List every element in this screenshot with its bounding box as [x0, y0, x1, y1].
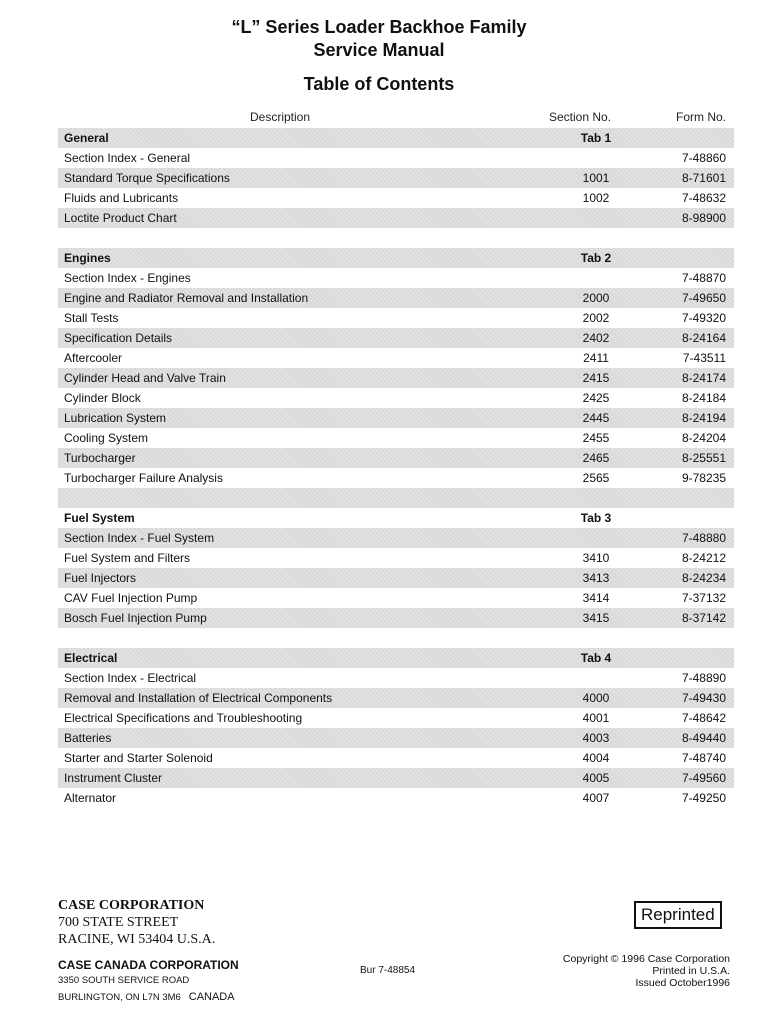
- section-number: 1002: [582, 191, 610, 205]
- form-number: 8-37142: [681, 611, 726, 625]
- table-row: [58, 188, 734, 208]
- copyright-block: [563, 953, 730, 989]
- item-description: Cylinder Head and Valve Train: [64, 371, 226, 385]
- form-number: 7-48870: [681, 271, 726, 285]
- table-row: [58, 528, 734, 548]
- table-row: [58, 468, 734, 488]
- item-description: Engine and Radiator Removal and Installation: [64, 291, 309, 305]
- section-number: 2425: [582, 391, 610, 405]
- item-description: Electrical Specifications and Troubleshooting: [64, 711, 303, 725]
- form-number: 8-71601: [681, 171, 726, 185]
- section-number: 2415: [582, 371, 610, 385]
- item-description: Removal and Installation of Electrical Components: [64, 691, 333, 705]
- table-row: [58, 728, 734, 748]
- item-description: Cylinder Block: [64, 391, 141, 405]
- form-number: 8-24204: [681, 431, 726, 445]
- table-row: [58, 408, 734, 428]
- form-number: 8-49440: [681, 731, 726, 745]
- table-row: [58, 708, 734, 728]
- issued-date: Issued October1996: [635, 977, 730, 989]
- section-number: 3410: [582, 551, 610, 565]
- form-number: 7-48890: [681, 671, 726, 685]
- company-name: CASE CORPORATION: [58, 898, 205, 913]
- item-description: Cooling System: [64, 431, 149, 445]
- item-description: Lubrication System: [64, 411, 167, 425]
- section-spacer: [58, 488, 734, 508]
- form-number: 7-49650: [681, 291, 726, 305]
- item-description: Section Index - Fuel System: [64, 531, 215, 545]
- section-number: 4003: [582, 731, 610, 745]
- section-heading-row: [58, 128, 734, 148]
- item-description: Batteries: [64, 731, 112, 745]
- form-number: 7-37132: [681, 591, 726, 605]
- table-row: [58, 448, 734, 468]
- form-number: 8-24164: [681, 331, 726, 345]
- section-number: 2445: [582, 411, 610, 425]
- form-number: 7-48880: [681, 531, 726, 545]
- section-number: 4007: [582, 791, 610, 805]
- column-header-section: Section No.: [549, 110, 612, 124]
- printed-in-text: Printed in U.S.A.: [652, 965, 730, 977]
- section-number: 1001: [582, 171, 610, 185]
- item-description: CAV Fuel Injection Pump: [64, 591, 198, 605]
- form-number: 8-24184: [681, 391, 726, 405]
- manual-title: “L” Series Loader Backhoe Family: [231, 17, 527, 37]
- tab-number: Tab 2: [580, 251, 612, 265]
- table-row: [58, 788, 734, 808]
- form-number: 8-25551: [681, 451, 726, 465]
- tab-number: Tab 4: [580, 651, 612, 665]
- table-row: [58, 568, 734, 588]
- table-row: [58, 668, 734, 688]
- section-number: 4001: [582, 711, 610, 725]
- form-number: 8-24194: [681, 411, 726, 425]
- section-spacer: [58, 628, 734, 648]
- table-row: [58, 288, 734, 308]
- section-heading: General: [64, 131, 109, 145]
- section-number: 4004: [582, 751, 610, 765]
- table-row: [58, 588, 734, 608]
- table-row: [58, 168, 734, 188]
- column-header-form: Form No.: [676, 110, 727, 124]
- item-description: Loctite Product Chart: [64, 211, 177, 225]
- company-name: CASE CANADA CORPORATION: [58, 958, 239, 972]
- section-heading-row: [58, 648, 734, 668]
- table-row: [58, 268, 734, 288]
- section-number: 2455: [582, 431, 610, 445]
- item-description: Fuel System and Filters: [64, 551, 191, 565]
- item-description: Bosch Fuel Injection Pump: [64, 611, 207, 625]
- item-description: Aftercooler: [64, 351, 123, 365]
- section-number: 3414: [582, 591, 610, 605]
- tab-number: Tab 3: [580, 511, 612, 525]
- table-row: [58, 548, 734, 568]
- section-heading-row: [58, 508, 734, 528]
- section-number: 3413: [582, 571, 610, 585]
- company-country: CANADA: [188, 991, 235, 1003]
- table-row: [58, 688, 734, 708]
- table-row: [58, 388, 734, 408]
- item-description: Turbocharger Failure Analysis: [64, 471, 223, 485]
- item-description: Fluids and Lubricants: [64, 191, 179, 205]
- section-number: 3415: [582, 611, 610, 625]
- copyright-text: Copyright © 1996 Case Corporation: [562, 953, 730, 965]
- form-number: 7-49320: [681, 311, 726, 325]
- case-canada-address: [58, 957, 239, 1006]
- table-row: [58, 348, 734, 368]
- table-of-contents: [58, 128, 734, 808]
- section-spacer: [58, 228, 734, 248]
- tab-number: Tab 1: [580, 131, 612, 145]
- form-number: 8-98900: [681, 211, 726, 225]
- item-description: Turbocharger: [64, 451, 136, 465]
- table-row: [58, 608, 734, 628]
- section-heading: Fuel System: [64, 511, 135, 525]
- bur-number: Bur 7-48854: [360, 965, 416, 976]
- company-city-line: [58, 989, 239, 1006]
- item-description: Starter and Starter Solenoid: [64, 751, 213, 765]
- section-heading: Electrical: [64, 651, 118, 665]
- section-heading: Engines: [64, 251, 111, 265]
- table-row: [58, 428, 734, 448]
- manual-subtitle: Service Manual: [313, 40, 445, 60]
- company-street: 700 STATE STREET: [58, 915, 179, 930]
- form-number: 7-48860: [681, 151, 726, 165]
- table-row: [58, 308, 734, 328]
- section-number: 2411: [583, 351, 609, 365]
- form-number: 9-78235: [681, 471, 726, 485]
- form-number: 7-49560: [681, 771, 726, 785]
- table-row: [58, 748, 734, 768]
- item-description: Alternator: [64, 791, 117, 805]
- item-description: Specification Details: [64, 331, 173, 345]
- table-row: [58, 148, 734, 168]
- table-row: [58, 368, 734, 388]
- item-description: Instrument Cluster: [64, 771, 163, 785]
- form-number: 8-24234: [681, 571, 726, 585]
- section-heading-row: [58, 248, 734, 268]
- form-number: 7-49430: [681, 691, 726, 705]
- table-row: [58, 208, 734, 228]
- item-description: Fuel Injectors: [64, 571, 137, 585]
- table-row: [58, 328, 734, 348]
- form-number: 7-48642: [681, 711, 726, 725]
- company-city: RACINE, WI 53404 U.S.A.: [58, 932, 216, 947]
- form-number: 7-49250: [681, 791, 726, 805]
- form-number: 7-48740: [681, 751, 726, 765]
- page-title: Table of Contents: [303, 74, 455, 94]
- item-description: Section Index - Engines: [64, 271, 191, 285]
- reprinted-stamp: Reprinted: [634, 901, 722, 929]
- section-number: 2465: [582, 451, 610, 465]
- item-description: Stall Tests: [64, 311, 119, 325]
- column-header-description: Description: [250, 110, 311, 124]
- case-corporation-address: [58, 897, 215, 948]
- item-description: Section Index - General: [64, 151, 191, 165]
- form-number: 7-48632: [681, 191, 726, 205]
- section-number: 2565: [582, 471, 610, 485]
- company-city: BURLINGTON, ON L7N 3M6: [58, 992, 181, 1003]
- form-number: 8-24174: [681, 371, 726, 385]
- item-description: Standard Torque Specifications: [64, 171, 230, 185]
- section-number: 4000: [582, 691, 610, 705]
- company-street: 3350 SOUTH SERVICE ROAD: [58, 975, 190, 986]
- section-number: 2002: [582, 311, 610, 325]
- item-description: Section Index - Electrical: [64, 671, 197, 685]
- form-number: 8-24212: [681, 551, 726, 565]
- section-number: 2000: [582, 291, 610, 305]
- section-number: 4005: [582, 771, 610, 785]
- form-number: 7-43511: [682, 351, 726, 365]
- section-number: 2402: [582, 331, 610, 345]
- table-row: [58, 768, 734, 788]
